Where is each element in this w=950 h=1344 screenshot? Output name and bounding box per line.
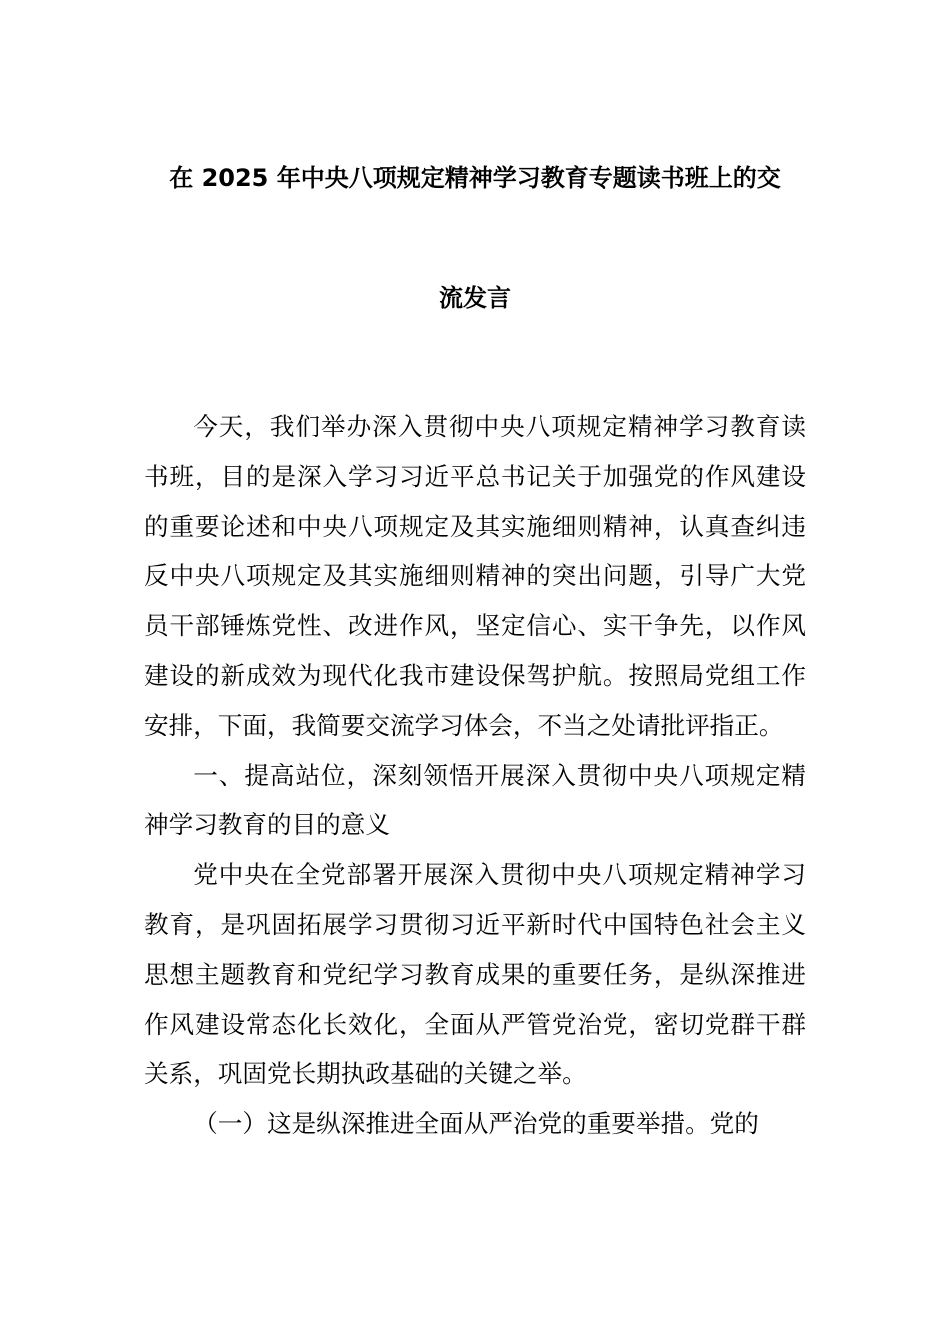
body-paragraph-significance: 党中央在全党部署开展深入贯彻中央八项规定精神学习教育，是巩固拓展学习贯彻习近平新时代中国特色社会主义思想主题教育和党纪学习教育成果的重要任务，是纵深推进作风建设常态化长效化，全面从严管党治党，密切党群干群关系，巩固党长期执政基础的关键之举。 bbox=[144, 860, 806, 1089]
section-heading-1: 一、提高站位，深刻领悟开展深入贯彻中央八项规定精神学习教育的目的意义 bbox=[144, 760, 806, 840]
document-title-line-1: 在 2025 年中央八项规定精神学习教育专题读书班上的交 bbox=[169, 164, 781, 192]
body-paragraph-intro: 今天，我们举办深入贯彻中央八项规定精神学习教育读书班，目的是深入学习习近平总书记关于加强党的作风建设的重要论述和中央八项规定及其实施细则精神，认真查纠违反中央八项规定及其实施细则精神的突出问题，引导广大党员干部锤炼党性、改进作风，坚定信心、实干争先，以作风建设的新成效为现代化我市建设保驾护航。按照局党组工作安排，下面，我简要交流学习体会，不当之处请批评指正。 bbox=[144, 412, 806, 740]
document-title-line-2: 流发言 bbox=[439, 284, 511, 312]
subsection-heading-1: （一）这是纵深推进全面从严治党的重要举措。党的 bbox=[193, 1109, 759, 1139]
document-body bbox=[144, 402, 806, 1149]
